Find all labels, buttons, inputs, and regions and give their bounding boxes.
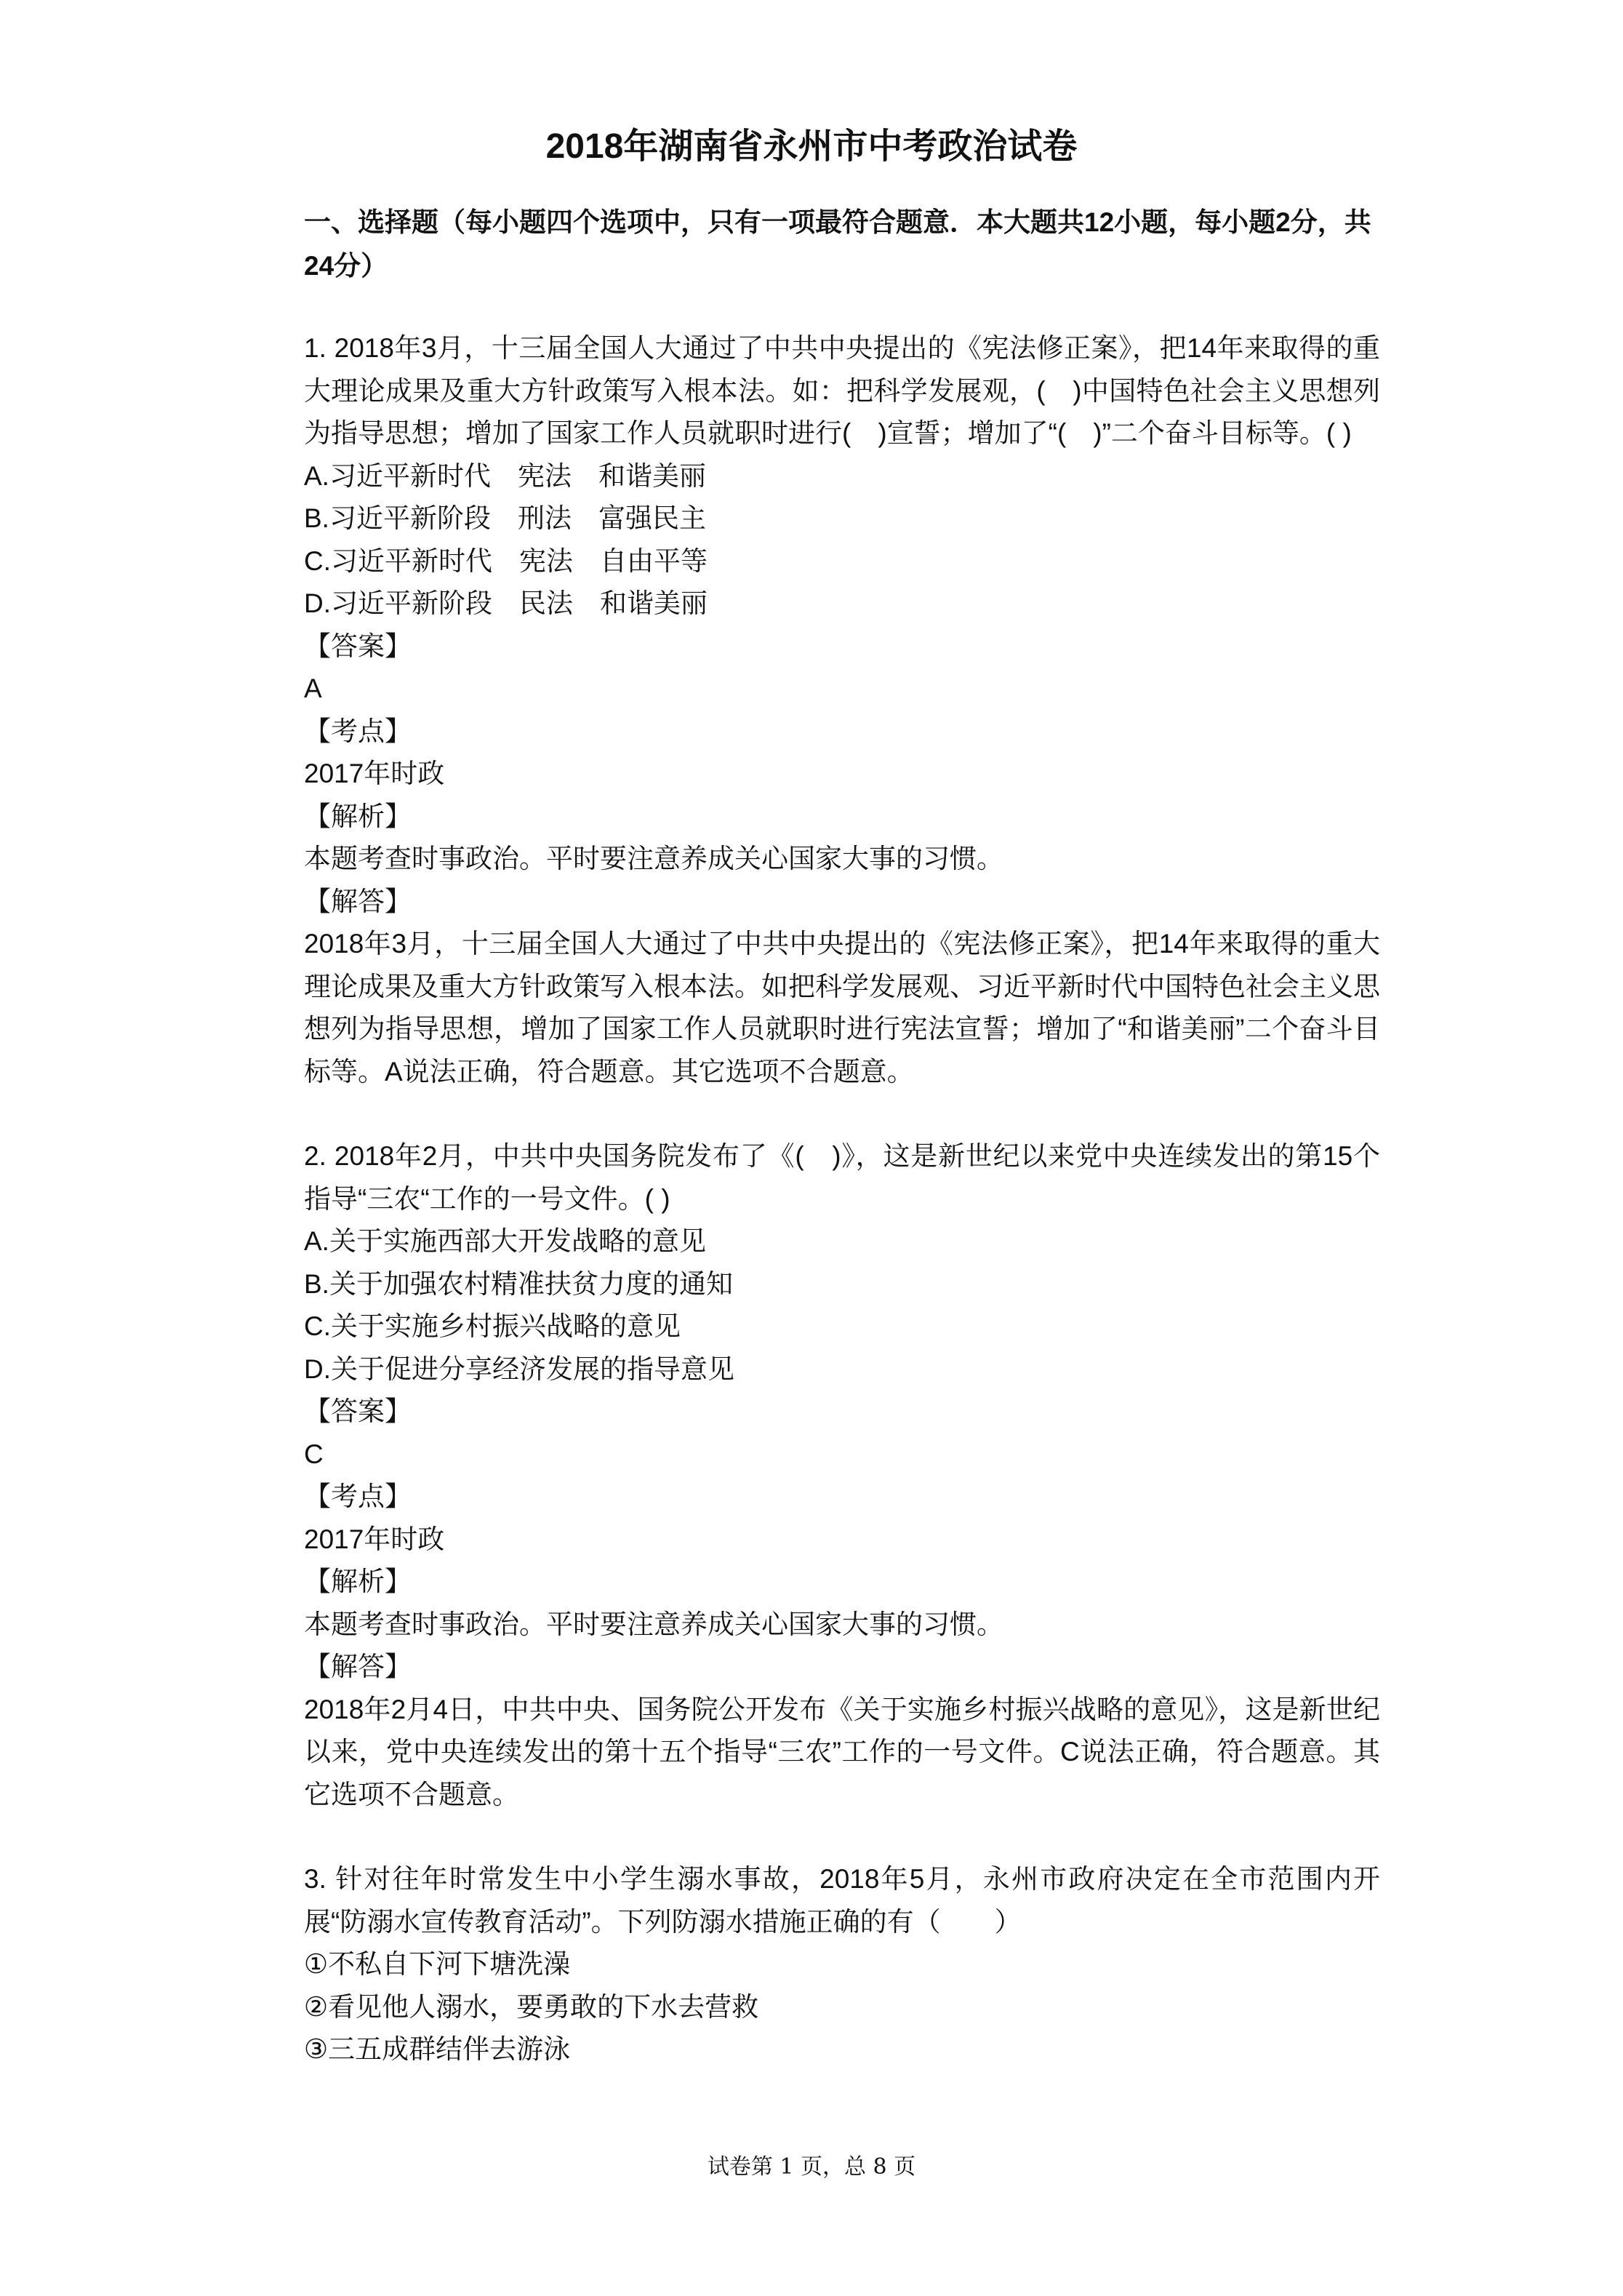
option-d: D.习近平新阶段 民法 和谐美丽 [304,588,708,618]
page-title: 2018年湖南省永州市中考政治试卷 [545,127,1078,166]
question-2 [304,1135,1380,1816]
option-c: C.习近平新时代 宪法 自由平等 [304,545,708,576]
jieda-label: 【解答】 [304,1652,412,1681]
question-1 [304,327,1380,1093]
question-stem: 2. 2018年2月，中共中央国务院发布了《( )》，这是新世纪以来党中央连续发出的第15个指导“三农“工作的一号文件。( ) [304,1141,1380,1214]
option-1: ①不私自下河下塘洗澡 [304,1949,571,1979]
page-footer: 试卷第 1 页，总 8 页 [707,2154,916,2180]
option-a: A.关于实施西部大开发战略的意见 [304,1226,706,1256]
option-d: D.关于促进分享经济发展的指导意见 [304,1353,734,1384]
option-b: B.关于加强农村精准扶贫力度的通知 [304,1268,733,1299]
option-b: B.习近平新阶段 刑法 富强民主 [304,503,706,533]
kaodian-label: 【考点】 [304,1481,412,1511]
kaodian-value: 2017年时政 [304,759,445,788]
option-3: ③三五成群结伴去游泳 [304,2034,571,2064]
jiexi-value: 本题考查时事政治。平时要注意养成关心国家大事的习惯。 [304,1609,1003,1639]
answer-value: C [304,1439,324,1469]
option-2: ②看见他人溺水，要勇敢的下水去营救 [304,1991,759,2022]
question-list [304,327,1380,2071]
answer-value: A [304,673,322,703]
jieda-value: 2018年2月4日，中共中央、国务院公开发布《关于实施乡村振兴战略的意见》，这是新世纪以来，党中央连续发出的第十五个指导“三农”工作的一号文件。C说法正确，符合题意。其它选项不合题意。 [304,1694,1380,1809]
jiexi-value: 本题考查时事政治。平时要注意养成关心国家大事的习惯。 [304,844,1003,873]
option-c: C.关于实施乡村振兴战略的意见 [304,1311,681,1341]
jieda-value: 2018年3月，十三届全国人大通过了中共中央提出的《宪法修正案》，把14年来取得的重大理论成果及重大方针政策写入根本法。如把科学发展观、习近平新时代中国特色社会主义思想列为指导思想，增加了国家工作人员就职时进行宪法宣誓；增加了“和谐美丽”二个奋斗目标等。A说法正确，符合题意。其它选项不合题意。 [304,929,1380,1087]
jiexi-label: 【解析】 [304,801,412,831]
answer-label: 【答案】 [304,1396,412,1426]
kaodian-value: 2017年时政 [304,1524,445,1554]
jieda-label: 【解答】 [304,886,412,916]
section-heading: 一、选择题（每小题四个选项中，只有一项最符合题意．本大题共12小题，每小题2分，共24分） [304,207,1371,281]
kaodian-label: 【考点】 [304,716,412,746]
jiexi-label: 【解析】 [304,1567,412,1596]
answer-label: 【答案】 [304,631,412,661]
option-a: A.习近平新时代 宪法 和谐美丽 [304,460,706,491]
question-3 [304,1858,1380,2071]
question-stem: 3. 针对往年时常发生中小学生溺水事故，2018年5月，永州市政府决定在全市范围内开展“防溺水宣传教育活动”。下列防溺水措施正确的有（ ） [304,1864,1380,1937]
question-stem: 1. 2018年3月，十三届全国人大通过了中共中央提出的《宪法修正案》，把14年来取得的重大理论成果及重大方针政策写入根本法。如：把科学发展观，( )中国特色社会主义思想列为指导思想；增加了国家工作人员就职时进行( )宣誓；增加了“( )”二个奋斗目标等。( ) [304,333,1380,448]
